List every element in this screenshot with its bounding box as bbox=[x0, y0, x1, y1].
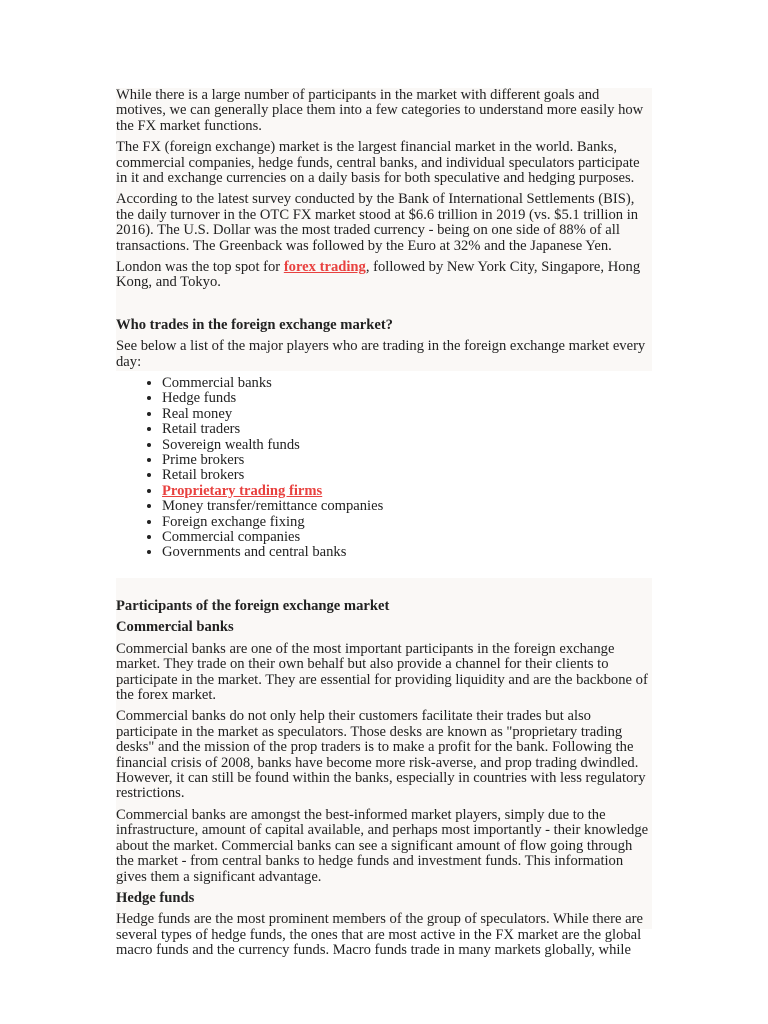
intro-paragraph-4 bbox=[116, 260, 652, 291]
intro-paragraph-4-start: London was the top spot for bbox=[116, 259, 284, 276]
proprietary-trading-firms-link[interactable]: Proprietary trading firms bbox=[162, 482, 323, 499]
list-item: • Prime brokers bbox=[162, 453, 652, 468]
intro-section bbox=[116, 88, 652, 371]
list-item: • Foreign exchange fixing bbox=[162, 515, 652, 530]
commercial-banks-paragraph-1: Commercial banks are one of the most important participants in the foreign exchange market. They trade on their own behalf but also provide a channel for their clients to participate in the market. They are essential for providing liquidity and are the backbone of the forex market. bbox=[116, 640, 648, 704]
who-trades-text: See below a list of the major players who are trading in the foreign exchange market every day: bbox=[116, 338, 646, 370]
list-item: • Commercial companies bbox=[162, 530, 652, 545]
intro-paragraph-3: According to the latest survey conducted by the Bank of International Settlements (BIS), the daily turnover in the OTC FX market stood at $6.6 trillion in 2019 (vs. $5.1 trillion in 2016). The U.S. Dollar was the most traded currency - being on one side of 88% of all transactions. The Greenback was followed by the Euro at 32% and the Japanese Yen. bbox=[116, 191, 639, 254]
list-item: • Commercial banks bbox=[162, 376, 652, 391]
who-trades-heading: Who trades in the foreign exchange market? bbox=[116, 316, 393, 333]
commercial-banks-paragraph-2: Commercial banks do not only help their customers facilitate their trades but also participate in the market as speculators. Those desks are known as "proprietary trading desks" and the mission of the prop traders is to make a profit for the bank. Following the financial crisis of 2008, banks have become more risk-averse, and prop trading dwindled. However, it can still be found within the banks, especially in countries with less regulatory restrictions. bbox=[116, 708, 646, 802]
forex-trading-link[interactable]: forex trading bbox=[283, 259, 366, 276]
intro-paragraph-1: While there is a large number of participants in the market with different goals and motives, we can generally place them into a few categories to understand more easily how the FX market functions. bbox=[116, 87, 644, 134]
market-players-list bbox=[116, 376, 652, 561]
list-item: • Real money bbox=[162, 407, 652, 422]
participants-heading: Participants of the foreign exchange market bbox=[116, 598, 390, 614]
list-item: • Money transfer/remittance companies bbox=[162, 499, 652, 514]
hedge-funds-heading: Hedge funds bbox=[116, 889, 195, 906]
list-item: • Hedge funds bbox=[162, 391, 652, 406]
list-item: • Retail brokers bbox=[162, 468, 652, 483]
list-item-link bbox=[162, 484, 652, 499]
hedge-funds-paragraph-1: Hedge funds are the most prominent members of the group of speculators. While there are several types of hedge funds, the ones that are most active in the FX market are the global macro funds and the currency funds. Macro funds trade in many markets globally, while bbox=[116, 911, 643, 959]
list-item: • Retail traders bbox=[162, 422, 652, 437]
participants-section bbox=[116, 578, 652, 959]
intro-paragraph-2: The FX (foreign exchange) market is the largest financial market in the world. Banks, commercial companies, hedge funds, central banks, and individual speculators participate in it and exchange currencies on a daily basis for both speculative and hedging purposes. bbox=[116, 139, 640, 187]
commercial-banks-paragraph-3: Commercial banks are amongst the best-informed market players, simply due to the infrastructure, amount of capital available, and perhaps most importantly - their knowledge about the market. Commercial banks can see a significant amount of flow going through the market - from central banks to hedge funds and investment funds. This information gives them a significant advantage. bbox=[116, 806, 649, 885]
list-item: • Governments and central banks bbox=[162, 545, 652, 560]
commercial-banks-heading: Commercial banks bbox=[116, 619, 234, 636]
intro-paragraph-4-end: , followed by New York City, Singapore, Hong Kong, and Tokyo. bbox=[116, 259, 641, 291]
list-item: • Sovereign wealth funds bbox=[162, 438, 652, 453]
